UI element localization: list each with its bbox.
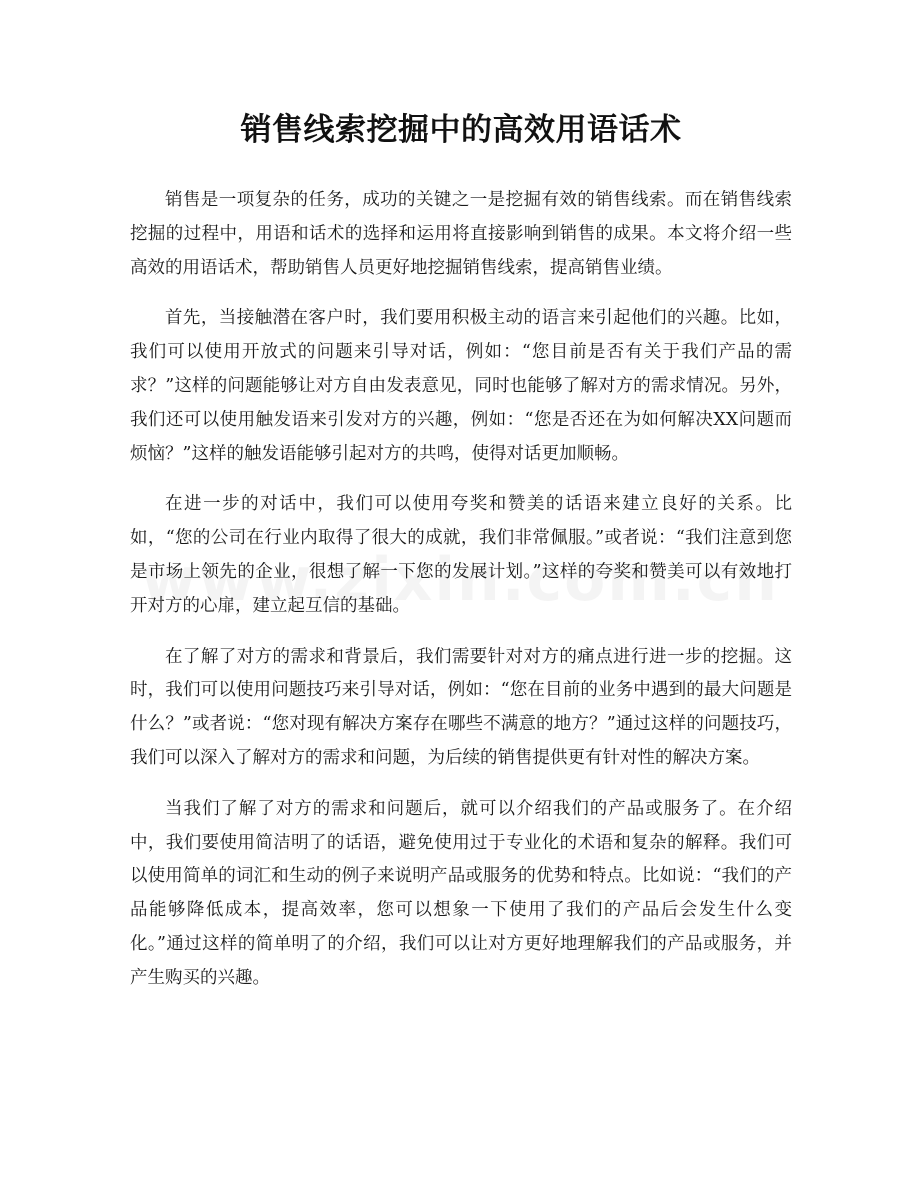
paragraph-opening-questions: 首先，当接触潜在客户时，我们要用积极主动的语言来引起他们的兴趣。比如，我们可以使用开放式的问题来引导对话，例如：“您目前是否有关于我们产品的需求？”这样的问题能够让对方自由发表意见，同时也能够了解对方的需求情况。另外，我们还可以使用触发语来引发对方的兴趣，例如：“您是否还在为如何解决XX问题而烦恼？”这样的触发语能够引起对方的共鸣，使得对话更加顺畅。: [130, 308, 792, 464]
paragraph-praise: 在进一步的对话中，我们可以使用夸奖和赞美的话语来建立良好的关系。比如，“您的公司在行业内取得了很大的成就，我们非常佩服。”或者说：“我们注意到您是市场上领先的企业，很想了解一下您的发展计划。”这样的夸奖和赞美可以有效地打开对方的心扉，建立起互信的基础。: [130, 494, 792, 616]
paragraph-product-intro: 当我们了解了对方的需求和问题后，就可以介绍我们的产品或服务了。在介绍中，我们要使用简洁明了的话语，避免使用过于专业化的术语和复杂的解释。我们可以使用简单的词汇和生动的例子来说明产品或服务的优势和特点。比如说：“我们的产品能够降低成本，提高效率，您可以想象一下使用了我们的产品后会发生什么变化。”通过这样的简单明了的介绍，我们可以让对方更好地理解我们的产品或服务，并产生购买的兴趣。: [130, 798, 792, 988]
paragraph-pain-points: 在了解了对方的需求和背景后，我们需要针对对方的痛点进行进一步的挖掘。这时，我们可以使用问题技巧来引导对话，例如：“您在目前的业务中遇到的最大问题是什么？”或者说：“您对现有解决方案存在哪些不满意的地方？”通过这样的问题技巧，我们可以深入了解对方的需求和问题，为后续的销售提供更有针对性的解决方案。: [130, 646, 792, 768]
document-body: [130, 184, 792, 996]
document-title: 销售线索挖掘中的高效用语话术: [240, 112, 682, 148]
paragraph-intro: 销售是一项复杂的任务，成功的关键之一是挖掘有效的销售线索。而在销售线索挖掘的过程中，用语和话术的选择和运用将直接影响到销售的成果。本文将介绍一些高效的用语话术，帮助销售人员更好地挖掘销售线索，提高销售业绩。: [130, 190, 792, 278]
